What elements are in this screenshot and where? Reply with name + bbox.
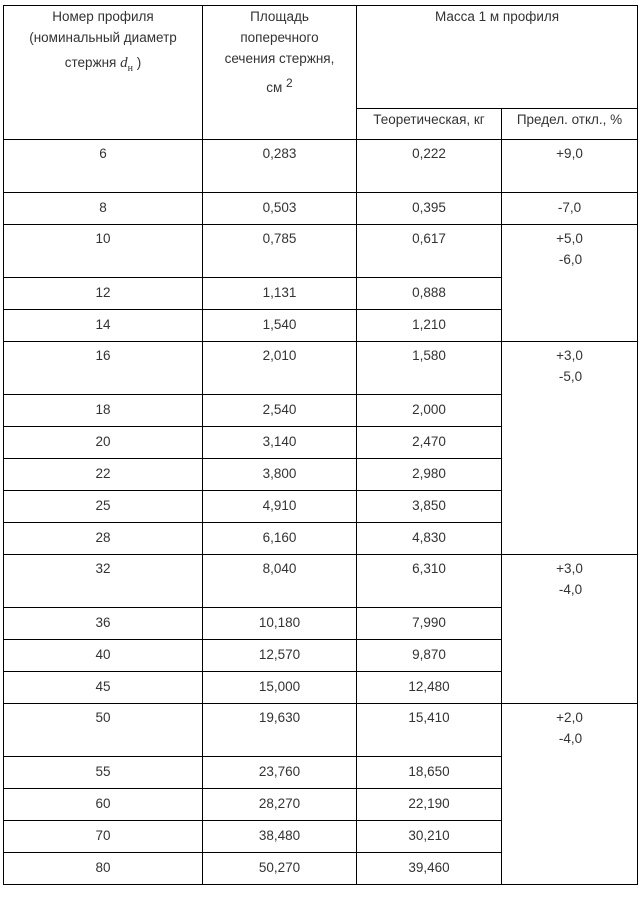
header-area-unit — [203, 73, 356, 98]
area-cell: 15,000 — [203, 672, 357, 704]
profile-number-cell: 28 — [4, 523, 203, 555]
profile-number-cell: 10 — [4, 225, 203, 278]
area-cell: 38,480 — [203, 821, 357, 853]
header-area-line1: Площадь — [250, 9, 309, 24]
tolerance-lower: -6,0 — [558, 252, 583, 267]
header-profile-number-line2: (номинальный диаметр — [29, 30, 177, 45]
profile-spec-table — [3, 5, 638, 885]
header-profile-number-suffix: ) — [132, 55, 142, 70]
profile-number-cell: 50 — [4, 704, 203, 757]
area-cell: 4,910 — [203, 491, 357, 523]
mass-cell: 0,888 — [357, 278, 502, 310]
table-row — [4, 140, 638, 193]
header-mass-theoretical: Теоретическая, кг — [357, 109, 502, 140]
tolerance-lower: -4,0 — [558, 582, 583, 597]
diameter-symbol-sub: н — [127, 63, 133, 74]
profile-number-cell: 8 — [4, 193, 203, 225]
table-row — [4, 342, 638, 395]
area-cell: 12,570 — [203, 640, 357, 672]
header-area-line3: сечения стержня, — [224, 51, 335, 66]
header-profile-number-prefix: стержня — [64, 55, 121, 70]
area-cell: 10,180 — [203, 608, 357, 640]
mass-cell: 0,395 — [357, 193, 502, 225]
table-row — [4, 704, 638, 757]
tolerance-cell — [502, 225, 638, 342]
area-cell: 23,760 — [203, 757, 357, 789]
header-area-unit-sup: 2 — [286, 76, 293, 90]
area-cell: 1,540 — [203, 310, 357, 342]
mass-cell: 30,210 — [357, 821, 502, 853]
tolerance-cell — [502, 193, 638, 225]
header-mass: Масса 1 м профиля — [357, 6, 638, 109]
area-cell: 19,630 — [203, 704, 357, 757]
area-cell: 1,131 — [203, 278, 357, 310]
mass-cell: 2,000 — [357, 395, 502, 427]
header-row — [4, 6, 638, 109]
profile-number-cell: 16 — [4, 342, 203, 395]
tolerance-upper: +2,0 — [556, 710, 583, 725]
profile-number-cell: 12 — [4, 278, 203, 310]
mass-cell: 12,480 — [357, 672, 502, 704]
mass-cell: 2,470 — [357, 427, 502, 459]
tolerance-lower: -4,0 — [558, 731, 583, 746]
header-profile-number-line3 — [4, 52, 202, 79]
area-cell: 0,503 — [203, 193, 357, 225]
mass-cell: 18,650 — [357, 757, 502, 789]
table-row — [4, 555, 638, 608]
area-cell: 3,140 — [203, 427, 357, 459]
tolerance-cell — [502, 555, 638, 704]
profile-number-cell: 6 — [4, 140, 203, 193]
profile-number-cell: 20 — [4, 427, 203, 459]
area-cell: 0,785 — [203, 225, 357, 278]
profile-number-cell: 14 — [4, 310, 203, 342]
tolerance-upper: +3,0 — [556, 348, 583, 363]
tolerance-upper: -7,0 — [557, 200, 582, 215]
mass-cell: 1,210 — [357, 310, 502, 342]
mass-cell: 1,580 — [357, 342, 502, 395]
profile-number-cell: 80 — [4, 853, 203, 885]
profile-number-cell: 55 — [4, 757, 203, 789]
profile-number-cell: 70 — [4, 821, 203, 853]
tolerance-upper: +9,0 — [556, 146, 583, 161]
diameter-symbol — [120, 55, 133, 74]
header-area — [203, 6, 357, 140]
profile-number-cell: 36 — [4, 608, 203, 640]
profile-number-cell: 22 — [4, 459, 203, 491]
tolerance-cell — [502, 342, 638, 555]
area-cell: 0,283 — [203, 140, 357, 193]
table-row — [4, 193, 638, 225]
diameter-symbol-letter: d — [120, 55, 128, 71]
area-cell: 3,800 — [203, 459, 357, 491]
tolerance-upper: +3,0 — [556, 561, 583, 576]
area-cell: 2,540 — [203, 395, 357, 427]
header-area-unit-text: см — [266, 80, 283, 95]
profile-number-cell: 32 — [4, 555, 203, 608]
area-cell: 2,010 — [203, 342, 357, 395]
mass-cell: 15,410 — [357, 704, 502, 757]
table-row — [4, 225, 638, 278]
mass-cell: 3,850 — [357, 491, 502, 523]
header-profile-number — [4, 6, 203, 140]
header-profile-number-line1: Номер профиля — [52, 9, 154, 24]
mass-cell: 39,460 — [357, 853, 502, 885]
mass-cell: 9,870 — [357, 640, 502, 672]
mass-cell: 0,617 — [357, 225, 502, 278]
area-cell: 28,270 — [203, 789, 357, 821]
tolerance-cell — [502, 704, 638, 885]
area-cell: 50,270 — [203, 853, 357, 885]
area-cell: 8,040 — [203, 555, 357, 608]
profile-number-cell: 18 — [4, 395, 203, 427]
profile-number-cell: 40 — [4, 640, 203, 672]
header-mass-tolerance: Предел. откл., % — [502, 109, 638, 140]
mass-cell: 2,980 — [357, 459, 502, 491]
area-cell: 6,160 — [203, 523, 357, 555]
header-area-line2: поперечного — [240, 30, 319, 45]
mass-cell: 0,222 — [357, 140, 502, 193]
tolerance-upper: +5,0 — [556, 231, 583, 246]
profile-number-cell: 45 — [4, 672, 203, 704]
mass-cell: 22,190 — [357, 789, 502, 821]
mass-cell: 6,310 — [357, 555, 502, 608]
tolerance-lower: -5,0 — [558, 369, 583, 384]
profile-number-cell: 25 — [4, 491, 203, 523]
mass-cell: 4,830 — [357, 523, 502, 555]
profile-number-cell: 60 — [4, 789, 203, 821]
tolerance-cell — [502, 140, 638, 193]
mass-cell: 7,990 — [357, 608, 502, 640]
